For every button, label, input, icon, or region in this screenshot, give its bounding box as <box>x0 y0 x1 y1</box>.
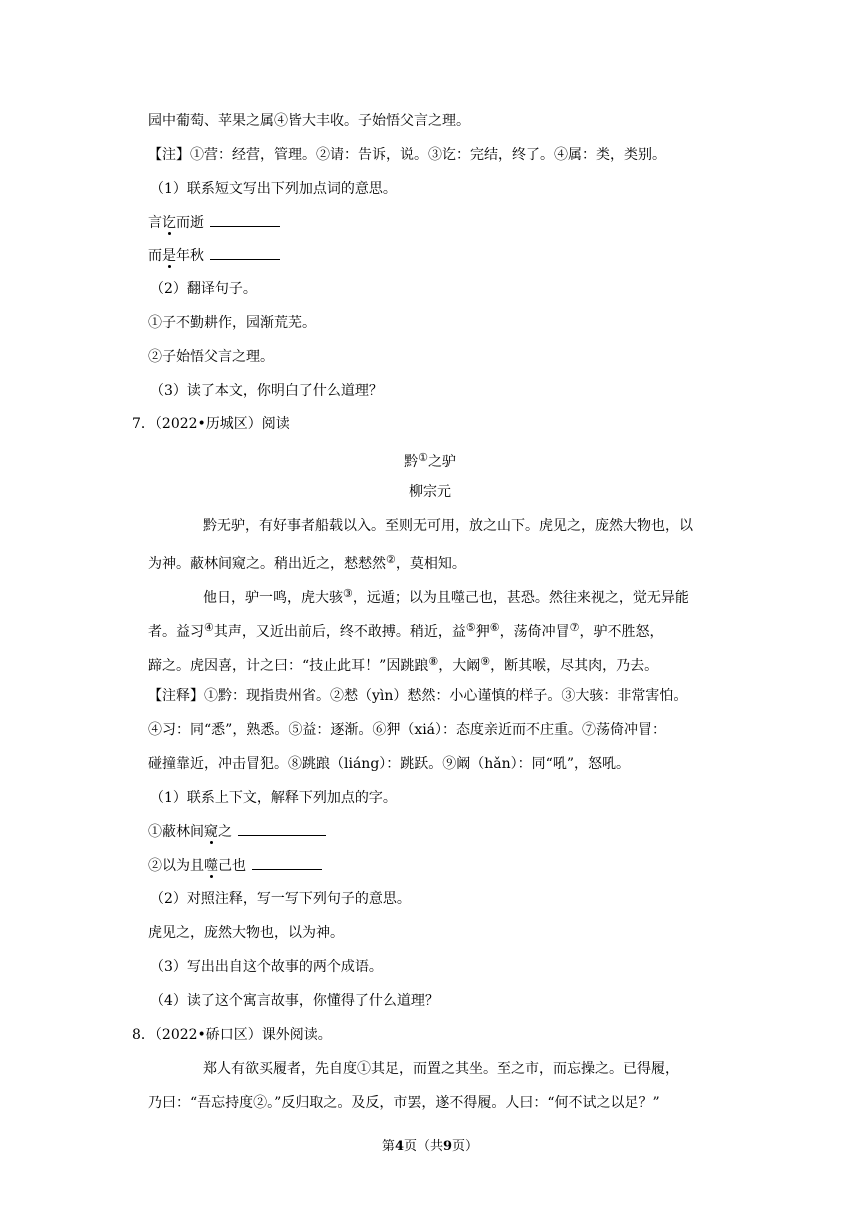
passage-text: ，大阚 <box>438 658 481 674</box>
footnote-marker: ① <box>418 451 428 464</box>
answer-line <box>148 855 322 877</box>
footer-text: 页（共 <box>403 1139 443 1154</box>
annotation-line: 碰撞靠近，冲击冒犯。⑧跳踉（liáng）：跳跃。⑨阚（hǎn）：同“吼”，怒吼。 <box>148 756 630 772</box>
passage-title <box>0 447 860 473</box>
question-line: （1）联系短文写出下列加点词的意思。 <box>150 181 397 197</box>
passage-text: ，远遁；以为且噬己也，甚恐。然往来视之，觉无异能 <box>352 590 689 606</box>
passage-text: 其声，又近出前后，终不敢搏。稍近，益 <box>213 624 466 640</box>
text-line: ①子不勤耕作，园渐荒芜。 <box>148 315 316 331</box>
title-text: 黔 <box>404 454 419 470</box>
passage-line <box>148 549 466 575</box>
word-part: 年秋 <box>176 248 204 264</box>
dotted-char: 讫 <box>162 215 176 231</box>
footnote-marker: ③ <box>343 587 353 600</box>
text-line: 园中葡萄、苹果之属④皆大丰收。子始悟父言之理。 <box>148 113 470 129</box>
dotted-char: 噬 <box>204 858 218 874</box>
footer-text: 页） <box>452 1139 479 1154</box>
passage-author: 柳宗元 <box>409 484 451 500</box>
passage-line <box>148 617 664 643</box>
footer-text: 第 <box>381 1139 395 1154</box>
answer-line <box>148 821 326 843</box>
footnote-marker: ⑦ <box>569 621 580 634</box>
word-part: 己也 <box>218 858 246 874</box>
passage-text: 为神。蔽林间窥之。稍出近之，慭慭然 <box>148 556 386 572</box>
word-part: 之 <box>218 824 232 840</box>
passage-text: 狎 <box>475 624 490 640</box>
footnote-marker: ⑨ <box>480 655 491 668</box>
answer-line <box>148 245 280 267</box>
passage-text: ，荡倚冲冒 <box>499 624 570 640</box>
footnote-marker: ⑥ <box>489 621 500 634</box>
question-line: （4）读了这个寓言故事，你懂得了什么道理？ <box>150 993 439 1009</box>
passage-text: ，莫相知。 <box>395 556 466 572</box>
passage-line: 黔无驴，有好事者船载以入。至则无可用，放之山下。虎见之，庞然大物也，以 <box>203 518 693 534</box>
page-footer <box>0 1138 860 1156</box>
word-part: ①蔽林间 <box>148 824 204 840</box>
passage-text: ，断其喉，尽其肉，乃去。 <box>490 658 659 674</box>
text-line: 虎见之，庞然大物也，以为神。 <box>148 925 344 941</box>
word-part: 言 <box>148 215 162 231</box>
passage-line: 郑人有欲买履者，先自度①其足，而置之其坐。至之市，而忘操之。已得履， <box>203 1061 679 1077</box>
footnote-marker: ⑧ <box>428 655 439 668</box>
text-line: ②子始悟父言之理。 <box>148 349 274 365</box>
passage-text: ，驴不胜怒， <box>579 624 664 640</box>
passage-line <box>203 583 689 609</box>
question-line: （3）写出出自这个故事的两个成语。 <box>150 959 383 975</box>
question-line: （3）读了本文，你明白了什么道理？ <box>150 383 383 399</box>
answer-blank[interactable] <box>210 245 280 260</box>
footnote-marker: ⑤ <box>465 621 476 634</box>
annotation-line: 【注释】①黔：现指贵州省。②慭（yìn）慭然：小心谨慎的样子。③大骇：非常害怕。 <box>148 688 688 704</box>
word-part: 而 <box>148 248 162 264</box>
footnote-marker: ④ <box>204 621 214 634</box>
passage-text: 蹄之。虎因喜，计之曰：“技止此耳！”因跳踉 <box>148 658 429 674</box>
annotation-line: 【注】①营：经营，管理。②请：告诉，说。③讫：完结，终了。④属：类，类别。 <box>148 147 666 163</box>
word-part: ②以为且 <box>148 858 204 874</box>
passage-text: 他日，驴一鸣，虎大骇 <box>203 590 343 606</box>
dotted-char: 窥 <box>204 824 218 840</box>
page-number: 4 <box>394 1139 404 1154</box>
dotted-char: 是 <box>162 248 176 264</box>
annotation-line: ④习：同“悉”，熟悉。⑤益：逐渐。⑥狎（xiá）：态度亲近而不庄重。⑦荡倚冲冒： <box>148 722 667 738</box>
total-pages: 9 <box>443 1139 453 1154</box>
word-part: 而逝 <box>176 215 204 231</box>
footnote-marker: ② <box>386 553 396 566</box>
answer-blank[interactable] <box>252 855 322 870</box>
question-heading: 8．（2022•硚口区）课外阅读。 <box>132 1027 332 1043</box>
answer-blank[interactable] <box>210 212 280 227</box>
question-line: （2）翻译句子。 <box>150 281 257 297</box>
passage-line: 乃曰：“吾忘持度②。”反归取之。及反，市罢，遂不得履。人曰：“何不试之以足？” <box>148 1095 660 1111</box>
answer-blank[interactable] <box>238 821 326 836</box>
question-line: （2）对照注释，写一写下列句子的意思。 <box>150 891 411 907</box>
answer-line <box>148 212 280 234</box>
passage-text: 者。益习 <box>148 624 204 640</box>
question-heading: 7．（2022•历城区）阅读 <box>132 416 290 432</box>
passage-line <box>148 651 658 677</box>
question-line: （1）联系上下文，解释下列加点的字。 <box>150 790 397 806</box>
title-text: 之驴 <box>427 454 456 470</box>
